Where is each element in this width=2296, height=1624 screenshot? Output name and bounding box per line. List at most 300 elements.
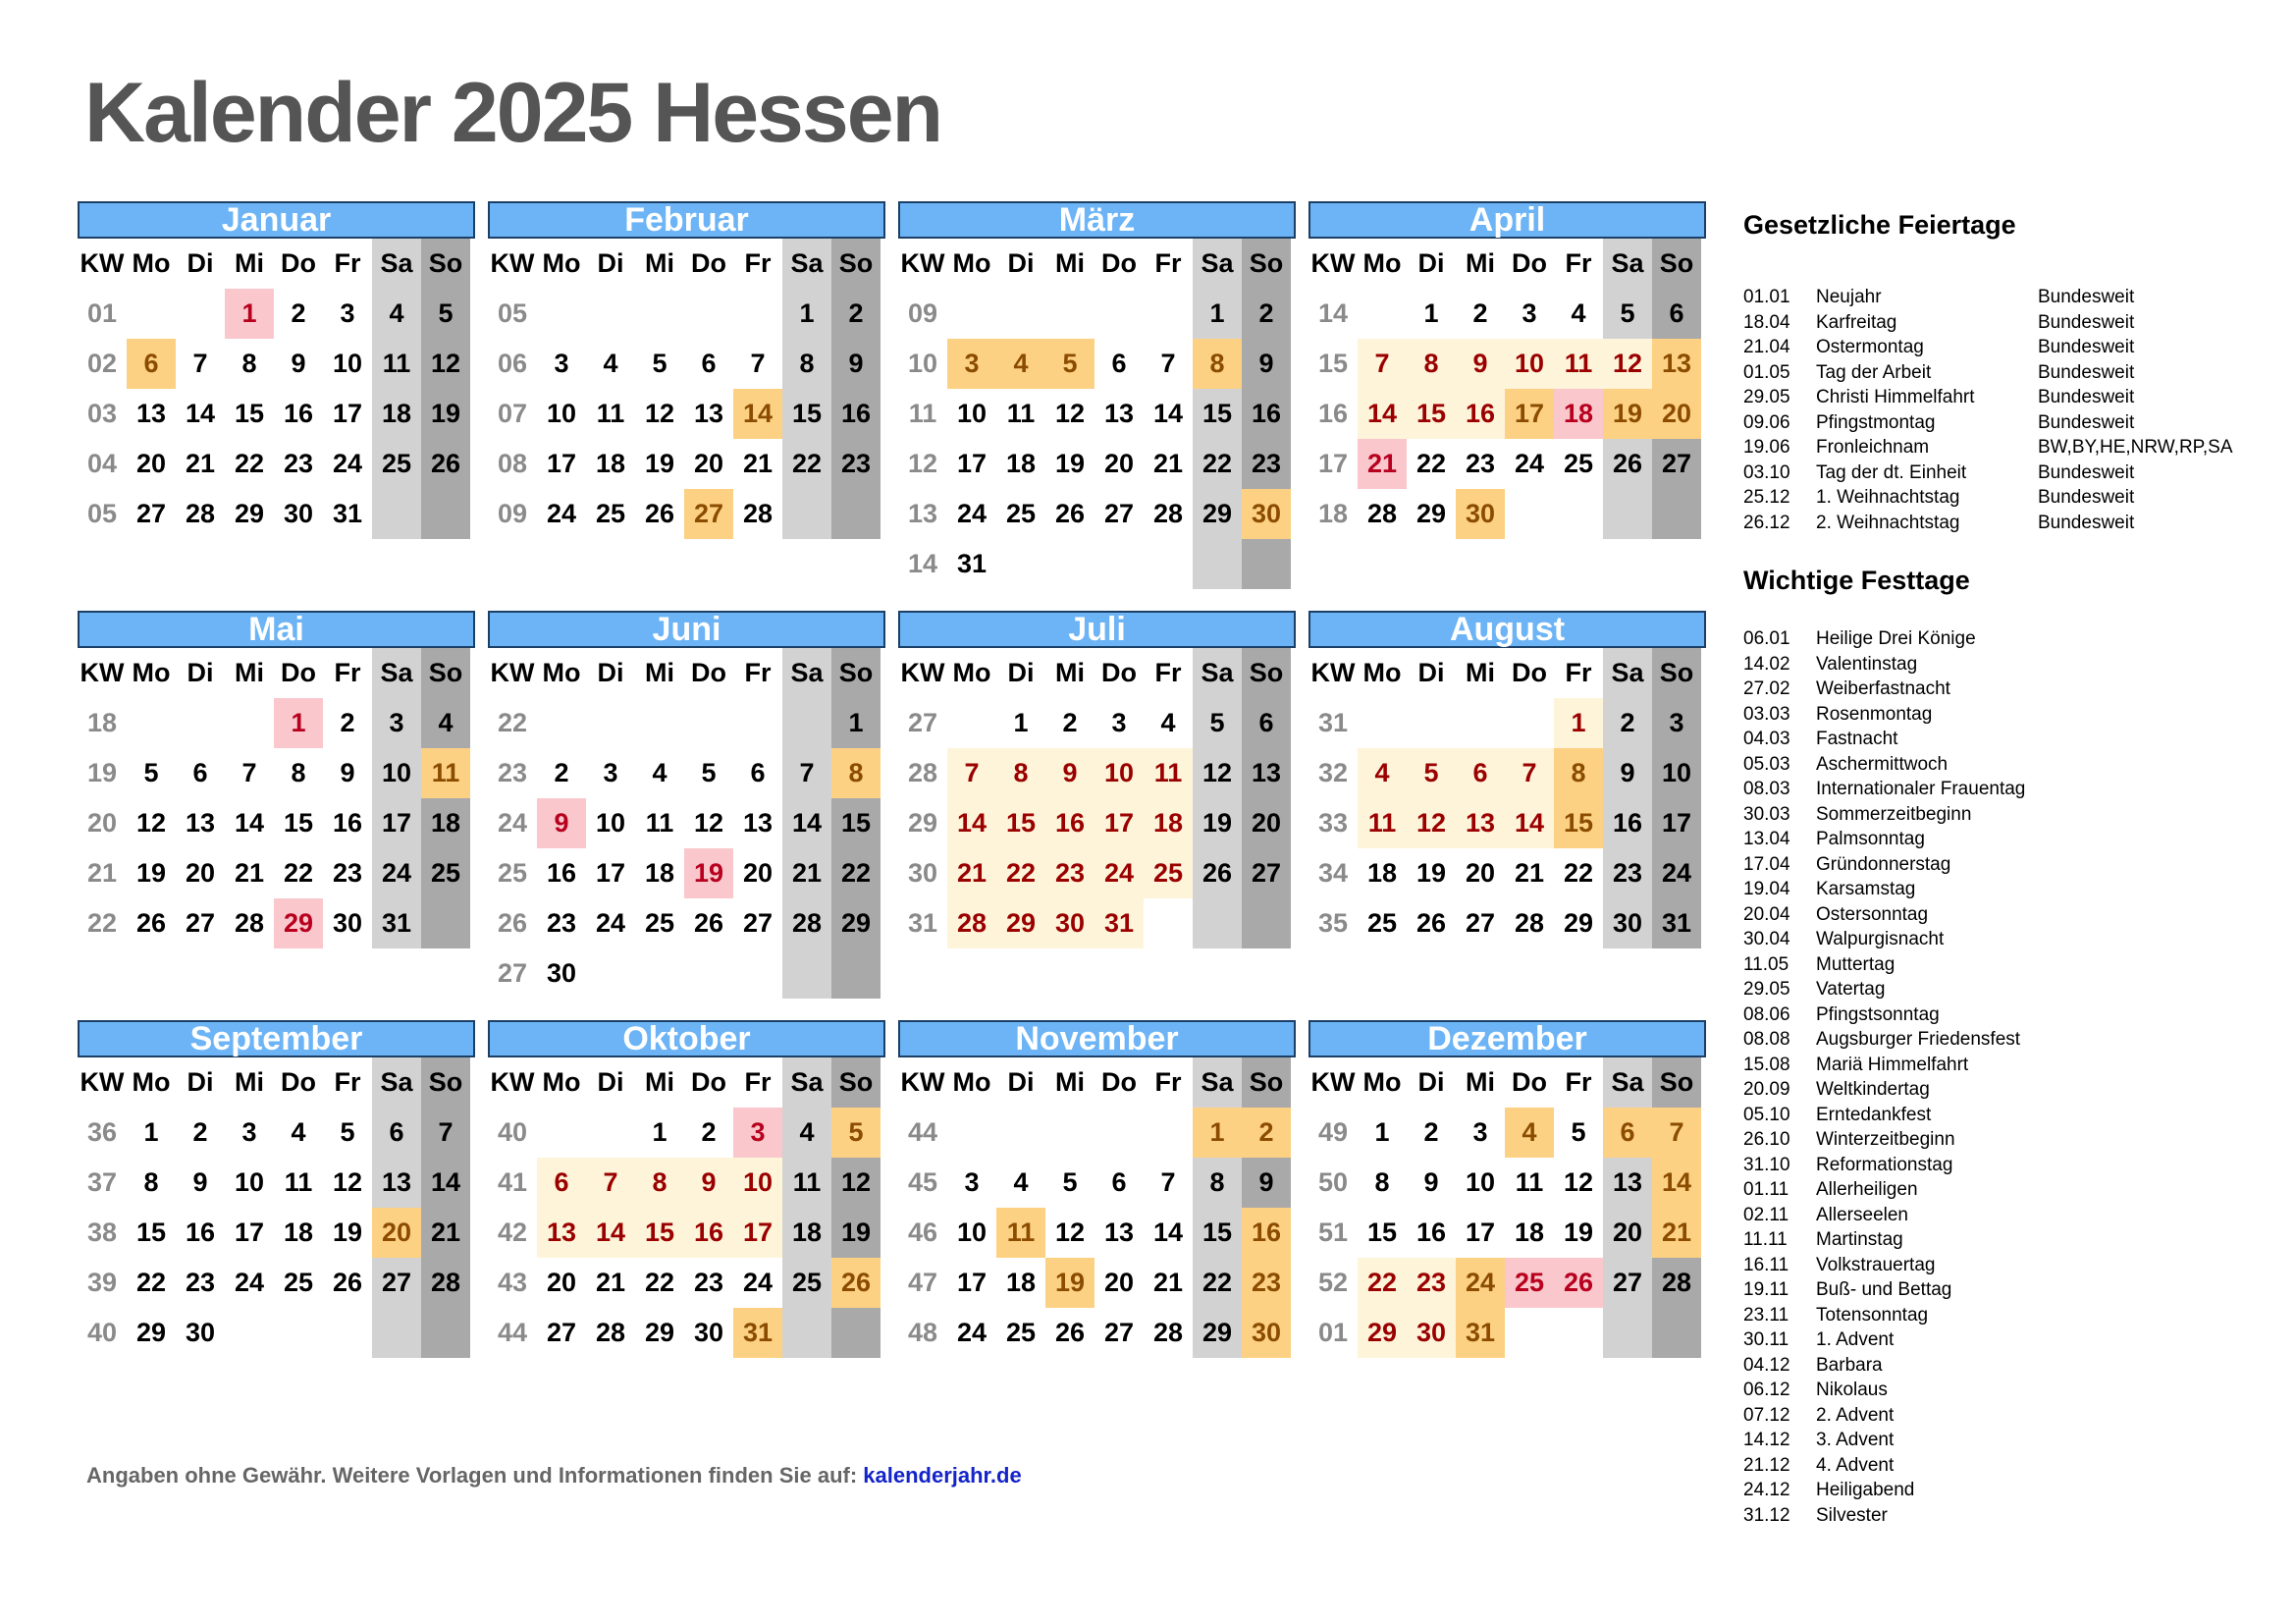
day-cell: 14 xyxy=(1152,399,1184,428)
day-cell: 27 xyxy=(1251,858,1282,888)
day-cell: 28 xyxy=(791,908,823,938)
day-cell: 11 xyxy=(1554,339,1603,389)
festtag-name: Nikolaus xyxy=(1816,1380,1888,1400)
holiday-region: Bundesweit xyxy=(2038,411,2135,433)
festtag-name: Internationaler Frauentag xyxy=(1816,779,2026,799)
day-cell: 25 xyxy=(381,449,412,478)
weekday-header: Sa xyxy=(380,1067,413,1097)
holiday-date: 29.05 xyxy=(1743,387,1790,407)
day-cell: 25 xyxy=(1505,1258,1554,1308)
holiday-date: 01.05 xyxy=(1743,361,1790,383)
day-cell: 12 xyxy=(1407,798,1456,848)
holiday-date: 09.06 xyxy=(1743,411,1790,433)
week-number: 49 xyxy=(1317,1117,1349,1147)
month-2 xyxy=(898,201,1296,589)
day-cell: 30 xyxy=(546,958,577,988)
week-number: 27 xyxy=(907,708,938,737)
week-number: 51 xyxy=(1317,1218,1349,1247)
day-cell: 5 xyxy=(1045,339,1095,389)
week-number: 06 xyxy=(497,349,528,378)
week-number: 31 xyxy=(1317,708,1349,737)
weekday-header: Fr xyxy=(1565,248,1592,278)
day-cell: 26 xyxy=(1554,1258,1603,1308)
week-number: 30 xyxy=(907,858,938,888)
holiday-region: Bundesweit xyxy=(2038,337,2135,357)
day-cell: 8 xyxy=(799,349,815,378)
day-cell: 2 xyxy=(1620,708,1635,737)
festtag-name: Valentinstag xyxy=(1816,653,1918,675)
day-cell: 26 xyxy=(135,908,167,938)
weekday-header: Do xyxy=(281,1067,316,1097)
weekday-header: Sa xyxy=(1201,1067,1234,1097)
day-cell: 17 xyxy=(546,449,577,478)
weekday-header: Di xyxy=(1417,1067,1445,1097)
day-cell: 12 xyxy=(840,1167,872,1197)
festtag-name: Heilige Drei Könige xyxy=(1816,628,1976,649)
day-cell: 1 xyxy=(1423,298,1439,328)
festtag-name: Sommerzeitbeginn xyxy=(1816,803,1972,825)
weekday-header: Mi xyxy=(1466,1067,1495,1097)
month-header: April xyxy=(1308,201,1706,239)
holiday-region: Bundesweit xyxy=(2038,287,2135,307)
festtag-name: Allerseelen xyxy=(1816,1204,1908,1225)
month-0 xyxy=(78,201,475,539)
day-cell: 2 xyxy=(1258,298,1274,328)
holiday-date: 25.12 xyxy=(1743,487,1790,508)
day-cell: 2 xyxy=(1062,708,1078,737)
festtag-date: 15.08 xyxy=(1743,1054,1790,1075)
day-cell: 14 xyxy=(1152,1218,1184,1247)
festtag-date: 06.12 xyxy=(1743,1380,1790,1400)
month-header: November xyxy=(898,1020,1296,1057)
day-cell: 18 xyxy=(644,858,675,888)
day-cell: 29 xyxy=(1358,1308,1407,1358)
weekday-header: Do xyxy=(1512,1067,1547,1097)
day-cell: 4 xyxy=(799,1117,815,1147)
week-number: 34 xyxy=(1317,858,1349,888)
day-cell: 22 xyxy=(996,848,1045,898)
day-cell: 15 xyxy=(840,808,872,838)
day-cell: 1 xyxy=(1554,698,1603,748)
festtag-date: 19.11 xyxy=(1743,1279,1789,1300)
week-number: 44 xyxy=(497,1318,528,1347)
weekday-header: KW xyxy=(80,658,125,687)
week-number: 05 xyxy=(86,499,118,528)
day-cell: 19 xyxy=(430,399,461,428)
day-cell: 1 xyxy=(143,1117,159,1147)
day-cell: 9 xyxy=(291,349,306,378)
week-number: 29 xyxy=(907,808,938,838)
day-cell: 7 xyxy=(586,1158,635,1208)
week-number: 28 xyxy=(907,758,938,787)
holiday-name: Ostermontag xyxy=(1816,337,1924,357)
weekday-header: So xyxy=(1659,1067,1694,1097)
day-cell: 16 xyxy=(283,399,314,428)
day-cell: 29 xyxy=(1201,499,1233,528)
weekday-header: Sa xyxy=(380,658,413,687)
day-cell: 6 xyxy=(389,1117,404,1147)
day-cell: 7 xyxy=(799,758,815,787)
month-3 xyxy=(1308,201,1706,539)
day-cell: 21 xyxy=(234,858,265,888)
weekday-header: Mi xyxy=(645,248,674,278)
day-cell: 5 xyxy=(143,758,159,787)
day-cell: 25 xyxy=(1005,1318,1037,1347)
holiday-region: Bundesweit xyxy=(2038,487,2135,508)
holiday-region: Bundesweit xyxy=(2038,387,2135,407)
month-header: Dezember xyxy=(1308,1020,1706,1057)
weekday-header: KW xyxy=(490,658,535,687)
week-number: 43 xyxy=(497,1268,528,1297)
day-cell: 27 xyxy=(1661,449,1692,478)
holiday-region: Bundesweit xyxy=(2038,461,2135,483)
day-cell: 26 xyxy=(1415,908,1447,938)
day-cell: 21 xyxy=(430,1218,461,1247)
weekday-header: Sa xyxy=(1611,248,1644,278)
day-cell: 30 xyxy=(1242,489,1291,539)
day-cell: 15 xyxy=(1366,1218,1398,1247)
week-number: 15 xyxy=(1317,349,1349,378)
week-number: 33 xyxy=(1317,808,1349,838)
day-cell: 11 xyxy=(596,399,625,428)
day-cell: 16 xyxy=(1242,1208,1291,1258)
day-cell: 27 xyxy=(684,489,733,539)
day-cell: 4 xyxy=(996,339,1045,389)
week-number: 25 xyxy=(497,858,528,888)
day-cell: 22 xyxy=(644,1268,675,1297)
week-number: 04 xyxy=(86,449,118,478)
day-cell: 5 xyxy=(340,1117,355,1147)
day-cell: 11 xyxy=(1515,1167,1544,1197)
day-cell: 8 xyxy=(831,748,881,798)
day-cell: 29 xyxy=(1415,499,1447,528)
weekday-header: Do xyxy=(1101,658,1137,687)
day-cell: 20 xyxy=(372,1208,421,1258)
month-10 xyxy=(898,1020,1296,1358)
weekday-header: So xyxy=(1249,248,1284,278)
weekday-header: KW xyxy=(900,658,945,687)
day-cell: 1 xyxy=(274,698,323,748)
day-cell: 10 xyxy=(1505,339,1554,389)
day-cell: 13 xyxy=(1251,758,1282,787)
day-cell: 21 xyxy=(947,848,996,898)
footer-text: Angaben ohne Gewähr. Weitere Vorlagen und Informationen finden Sie auf: xyxy=(86,1463,864,1488)
day-cell: 17 xyxy=(332,399,363,428)
weekday-header: Mo xyxy=(952,1067,991,1097)
day-cell: 16 xyxy=(1612,808,1643,838)
day-cell: 21 xyxy=(1514,858,1545,888)
day-cell: 10 xyxy=(546,399,577,428)
month-grid xyxy=(898,239,1296,589)
festtag-date: 26.10 xyxy=(1743,1129,1790,1150)
day-cell: 8 xyxy=(635,1158,684,1208)
month-header: März xyxy=(898,201,1296,239)
day-cell: 22 xyxy=(791,449,823,478)
day-cell: 7 xyxy=(1358,339,1407,389)
festtag-name: 3. Advent xyxy=(1816,1430,1895,1450)
week-number: 14 xyxy=(1317,298,1349,328)
page-title: Kalender 2025 Hessen xyxy=(84,66,942,160)
day-cell: 17 xyxy=(733,1208,782,1258)
week-number: 07 xyxy=(497,399,528,428)
day-cell: 23 xyxy=(332,858,363,888)
day-cell: 10 xyxy=(1465,1167,1496,1197)
day-cell: 5 xyxy=(1209,708,1225,737)
day-cell: 10 xyxy=(1095,748,1144,798)
weekday-header: Fr xyxy=(744,248,772,278)
day-cell: 31 xyxy=(381,908,412,938)
day-cell: 10 xyxy=(1661,758,1692,787)
day-cell: 3 xyxy=(241,1117,257,1147)
day-cell: 30 xyxy=(1045,898,1095,948)
day-cell: 19 xyxy=(135,858,167,888)
week-number: 08 xyxy=(497,449,528,478)
month-header: August xyxy=(1308,611,1706,648)
week-number: 45 xyxy=(907,1167,938,1197)
day-cell: 17 xyxy=(381,808,412,838)
day-cell: 12 xyxy=(1054,1218,1086,1247)
day-cell: 24 xyxy=(1661,858,1692,888)
day-cell: 8 xyxy=(1554,748,1603,798)
day-cell: 24 xyxy=(381,858,412,888)
month-grid xyxy=(488,239,885,539)
day-cell: 20 xyxy=(1652,389,1701,439)
day-cell: 15 xyxy=(1201,1218,1233,1247)
day-cell: 6 xyxy=(1669,298,1684,328)
month-grid xyxy=(898,648,1296,948)
day-cell: 21 xyxy=(1358,439,1407,489)
day-cell: 4 xyxy=(652,758,667,787)
weekday-header: So xyxy=(1249,1067,1284,1097)
day-cell: 25 xyxy=(791,1268,823,1297)
festtag-name: Reformationstag xyxy=(1816,1154,1953,1175)
day-cell: 3 xyxy=(964,1167,980,1197)
weekday-header: Di xyxy=(187,658,214,687)
day-cell: 6 xyxy=(192,758,208,787)
weekday-header: Mo xyxy=(542,248,581,278)
holiday-name: Pfingstmontag xyxy=(1816,411,1936,433)
day-cell: 8 xyxy=(1193,339,1242,389)
week-number: 27 xyxy=(497,958,528,988)
day-cell: 29 xyxy=(644,1318,675,1347)
day-cell: 21 xyxy=(1152,449,1184,478)
weekday-header: Mo xyxy=(1362,248,1402,278)
weekday-header: So xyxy=(1249,658,1284,687)
week-number: 52 xyxy=(1317,1268,1349,1297)
day-cell: 19 xyxy=(840,1218,872,1247)
day-cell: 20 xyxy=(546,1268,577,1297)
festtag-name: 2. Advent xyxy=(1816,1404,1895,1426)
day-cell: 1 xyxy=(652,1117,667,1147)
day-cell: 10 xyxy=(332,349,363,378)
day-cell: 14 xyxy=(791,808,823,838)
day-cell: 9 xyxy=(192,1167,208,1197)
day-cell: 6 xyxy=(1111,349,1127,378)
day-cell: 7 xyxy=(1160,1167,1176,1197)
day-cell: 23 xyxy=(840,449,872,478)
day-cell: 18 xyxy=(430,808,461,838)
day-cell: 27 xyxy=(135,499,167,528)
day-cell: 9 xyxy=(1258,1167,1274,1197)
festtag-name: Buß- und Bettag xyxy=(1816,1279,1952,1300)
festtag-date: 17.04 xyxy=(1743,853,1790,875)
day-cell: 31 xyxy=(1456,1308,1505,1358)
festtag-name: Martinstag xyxy=(1816,1229,1903,1250)
day-cell: 14 xyxy=(947,798,996,848)
weekday-header: Do xyxy=(281,248,316,278)
weekday-header: Fr xyxy=(1154,248,1182,278)
festtag-date: 08.03 xyxy=(1743,779,1790,799)
festtag-name: Karsamstag xyxy=(1816,879,1916,899)
festtag-date: 05.03 xyxy=(1743,753,1790,775)
day-cell: 14 xyxy=(234,808,265,838)
month-header: Januar xyxy=(78,201,475,239)
day-cell: 9 xyxy=(1045,748,1095,798)
day-cell: 15 xyxy=(1407,389,1456,439)
week-number: 14 xyxy=(907,549,938,578)
day-cell: 16 xyxy=(1045,798,1095,848)
day-cell: 23 xyxy=(1045,848,1095,898)
holiday-name: 2. Weihnachtstag xyxy=(1816,512,1960,533)
weekday-header: Do xyxy=(281,658,316,687)
weekday-header: Sa xyxy=(1201,248,1234,278)
week-number: 31 xyxy=(907,908,938,938)
day-cell: 9 xyxy=(1456,339,1505,389)
weekday-header: KW xyxy=(490,1067,535,1097)
weekday-header: Di xyxy=(597,1067,624,1097)
weekday-header: Mo xyxy=(542,1067,581,1097)
day-cell: 13 xyxy=(381,1167,412,1197)
day-cell: 11 xyxy=(284,1167,313,1197)
day-cell: 10 xyxy=(234,1167,265,1197)
week-number: 44 xyxy=(907,1117,938,1147)
day-cell: 2 xyxy=(554,758,569,787)
weekday-header: Mo xyxy=(132,248,171,278)
weekday-header: KW xyxy=(1310,248,1356,278)
day-cell: 16 xyxy=(684,1208,733,1258)
weekday-header: Do xyxy=(1101,248,1137,278)
weekday-header: Di xyxy=(187,1067,214,1097)
weekday-header: Fr xyxy=(1154,1067,1182,1097)
footer-link[interactable]: kalenderjahr.de xyxy=(863,1463,1022,1488)
day-cell: 1 xyxy=(1209,298,1225,328)
holiday-name: Tag der dt. Einheit xyxy=(1816,461,1967,483)
day-cell: 4 xyxy=(1013,1167,1029,1197)
weekday-header: Do xyxy=(1512,248,1547,278)
day-cell: 23 xyxy=(283,449,314,478)
festtag-date: 05.10 xyxy=(1743,1104,1790,1125)
day-cell: 11 xyxy=(1358,798,1407,848)
weekday-header: KW xyxy=(490,248,535,278)
festtag-name: Rosenmontag xyxy=(1816,703,1933,725)
day-cell: 4 xyxy=(1571,298,1586,328)
week-number: 17 xyxy=(1317,449,1349,478)
day-cell: 28 xyxy=(185,499,216,528)
festtag-date: 31.12 xyxy=(1743,1504,1790,1526)
weekday-header: Do xyxy=(691,248,726,278)
day-cell: 15 xyxy=(234,399,265,428)
day-cell: 1 xyxy=(225,289,274,339)
week-number: 03 xyxy=(86,399,118,428)
day-cell: 23 xyxy=(546,908,577,938)
day-cell: 17 xyxy=(1505,389,1554,439)
weekday-header: KW xyxy=(80,248,125,278)
day-cell: 24 xyxy=(742,1268,774,1297)
day-cell: 3 xyxy=(554,349,569,378)
festtag-date: 08.08 xyxy=(1743,1029,1790,1050)
weekday-header: Do xyxy=(1512,658,1547,687)
day-cell: 18 xyxy=(1514,1218,1545,1247)
day-cell: 22 xyxy=(1201,449,1233,478)
day-cell: 2 xyxy=(192,1117,208,1147)
festtag-date: 04.12 xyxy=(1743,1354,1790,1376)
week-number: 42 xyxy=(497,1218,528,1247)
day-cell: 24 xyxy=(956,1318,988,1347)
day-cell: 11 xyxy=(382,349,411,378)
holiday-date: 18.04 xyxy=(1743,311,1790,333)
day-cell: 20 xyxy=(135,449,167,478)
day-cell: 12 xyxy=(644,399,675,428)
day-cell: 18 xyxy=(1366,858,1398,888)
day-cell: 31 xyxy=(956,549,988,578)
day-cell: 20 xyxy=(1465,858,1496,888)
month-grid xyxy=(898,1057,1296,1358)
day-cell: 7 xyxy=(241,758,257,787)
week-number: 24 xyxy=(497,808,528,838)
weekday-header: So xyxy=(428,248,463,278)
day-cell: 28 xyxy=(742,499,774,528)
holiday-region: BW,BY,HE,NRW,RP,SA xyxy=(2038,437,2233,458)
festtag-name: Barbara xyxy=(1816,1354,1883,1376)
day-cell: 1 xyxy=(1193,1108,1242,1158)
day-cell: 29 xyxy=(1201,1318,1233,1347)
weekday-header: Do xyxy=(691,1067,726,1097)
week-number: 11 xyxy=(908,399,937,428)
day-cell: 2 xyxy=(340,708,355,737)
festtag-date: 30.11 xyxy=(1743,1329,1789,1350)
day-cell: 29 xyxy=(274,898,323,948)
month-grid xyxy=(488,1057,885,1358)
day-cell: 27 xyxy=(185,908,216,938)
day-cell: 21 xyxy=(185,449,216,478)
festtag-date: 24.12 xyxy=(1743,1480,1790,1500)
day-cell: 1 xyxy=(1013,708,1029,737)
day-cell: 22 xyxy=(1201,1268,1233,1297)
day-cell: 17 xyxy=(234,1218,265,1247)
festtag-name: Walpurgisnacht xyxy=(1816,929,1945,949)
day-cell: 24 xyxy=(956,499,988,528)
festtag-name: Ostersonntag xyxy=(1816,903,1929,925)
day-cell: 6 xyxy=(701,349,717,378)
month-1 xyxy=(488,201,885,539)
day-cell: 20 xyxy=(742,858,774,888)
day-cell: 9 xyxy=(340,758,355,787)
day-cell: 4 xyxy=(1358,748,1407,798)
day-cell: 19 xyxy=(684,848,733,898)
day-cell: 17 xyxy=(595,858,626,888)
weekday-header: Mi xyxy=(1466,248,1495,278)
day-cell: 19 xyxy=(1415,858,1447,888)
day-cell: 13 xyxy=(742,808,774,838)
weekday-header: Mi xyxy=(645,1067,674,1097)
day-cell: 23 xyxy=(1465,449,1496,478)
weekday-header: Mo xyxy=(1362,1067,1402,1097)
festtag-name: Augsburger Friedensfest xyxy=(1816,1029,2021,1050)
day-cell: 16 xyxy=(332,808,363,838)
week-number: 47 xyxy=(907,1268,938,1297)
day-cell: 7 xyxy=(1160,349,1176,378)
day-cell: 24 xyxy=(1514,449,1545,478)
